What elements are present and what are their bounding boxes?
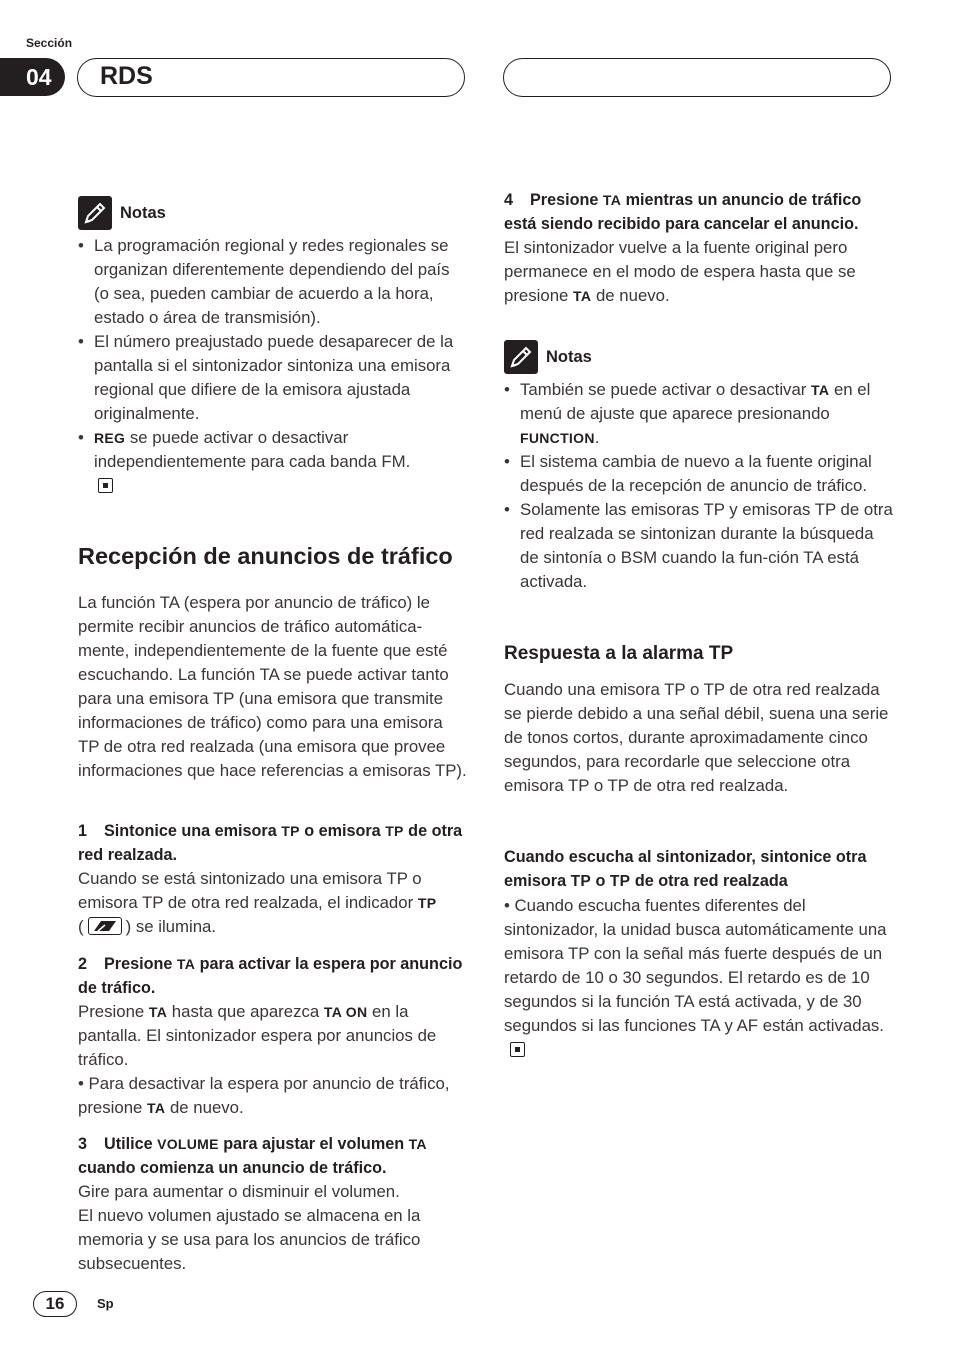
step-body: El nuevo volumen ajustado se almacena en la memoria y se usa para los anuncios de tráfico subsecuentes. — [78, 1206, 421, 1273]
pencil-note-icon — [78, 196, 112, 230]
notes-title: Notas — [546, 347, 592, 366]
step-body: Cuando se está sintonizado una emisora TP o emisora TP de otra red realzada, el indicador TP ( ) se ilumina. — [78, 869, 437, 936]
list-item: • También se puede activar o desactivar TA en el menú de ajuste que aparece presionando FUNCTION. — [504, 378, 894, 450]
intro-paragraph: La función TA (espera por anuncio de tráfico) le permite recibir anuncios de tráfico automática-mente, independientemente de la fuente que esté escuchando. La función TA se puede activar tanto para una emisora TP (una emisora que transmite informaciones de tráfico) como para una emisora TP de otra red realzada (una emisora que provee informaciones que hace referencias a emisoras TP). — [78, 593, 467, 780]
list-item: • El número preajustado puede desaparecer de la pantalla si el sintonizador sintoniza una emisora regional que difiere de la emisora ajustada originalmente. — [78, 330, 468, 426]
title-box-empty — [503, 58, 891, 97]
notes-list — [504, 378, 894, 594]
page-title: RDS — [77, 58, 465, 97]
subsection-heading: Respuesta a la alarma TP — [504, 643, 734, 664]
step-4 — [504, 188, 894, 308]
step-heading: 1 Sintonice una emisora TP o emisora TP de otra red realzada. — [78, 822, 463, 864]
pencil-note-icon — [504, 340, 538, 374]
section-number-badge: 04 — [0, 58, 65, 96]
subsection-title: Cuando escucha al sintonizador, sintonice otra emisora TP o TP de otra red realzada — [504, 848, 867, 890]
step-heading: 4 Presione TA mientras un anuncio de tráfico está siendo recibido para cancelar el anuncio. — [504, 191, 862, 233]
notes-header — [78, 196, 468, 230]
subsection-body: • Cuando escucha fuentes diferentes del sintonizador, la unidad busca automáticamente una emisora TP con la señal más fuerte después de un retardo de 10 o 30 segundos. El retardo es de 10 segundos si la función TA está activada, y de 30 segundos si las funciones TA y AF están activadas. — [504, 894, 894, 1062]
step-body: El sintonizador vuelve a la fuente original pero permanece en el modo de espera hasta que se presione TA de nuevo. — [504, 238, 856, 305]
list-item: • La programación regional y redes regionales se organizan diferentemente dependiendo del país (o sea, pueden cambiar de acuerdo a la hora, estado o área de transmisión). — [78, 234, 468, 330]
notes-block-left — [78, 196, 468, 498]
notes-title: Notas — [120, 203, 166, 222]
list-item: • Solamente las emisoras TP y emisoras TP de otra red realzada se sintonizan durante la búsqueda de sintonía o BSM cuando la fun-ción TA está activada. — [504, 498, 894, 594]
step-3 — [78, 1132, 468, 1276]
step-body: Gire para aumentar o disminuir el volumen. — [78, 1182, 400, 1201]
step-2 — [78, 952, 468, 1120]
page-language: Sp — [97, 1296, 114, 1311]
tuner-subsection — [504, 845, 894, 1062]
section-label: Sección — [26, 36, 73, 50]
notes-header — [504, 340, 894, 374]
end-of-section-icon — [98, 478, 113, 493]
step-heading: 3 Utilice VOLUME para ajustar el volumen TA cuando comienza un anuncio de tráfico. — [78, 1135, 427, 1177]
notes-list — [78, 234, 468, 498]
step-heading: 2 Presione TA para activar la espera por anuncio de tráfico. — [78, 955, 463, 997]
step-body: Presione TA hasta que aparezca TA ON en la pantalla. El sintonizador espera por anuncios de tráfico. — [78, 1002, 437, 1069]
list-item: • El sistema cambia de nuevo a la fuente original después de la recepción de anuncio de tráfico. — [504, 450, 894, 498]
end-of-section-icon — [510, 1042, 525, 1057]
notes-block-right — [504, 340, 894, 594]
step-body: • Para desactivar la espera por anuncio de tráfico, presione TA de nuevo. — [78, 1074, 450, 1117]
tp-indicator-icon — [88, 917, 122, 935]
page-number: 16 — [33, 1291, 77, 1317]
list-item: • REG se puede activar o desactivar independientemente para cada banda FM. — [78, 426, 468, 498]
button-key: REG — [94, 430, 126, 446]
section-heading: Recepción de anuncios de tráfico — [78, 543, 453, 569]
alarm-paragraph: Cuando una emisora TP o TP de otra red realzada se pierde debido a una señal débil, suena una serie de tonos cortos, durante aproximadamente cinco segundos, para recordarle que seleccione otra emisora TP o TP de otra red realzada. — [504, 680, 889, 795]
step-1 — [78, 819, 468, 939]
